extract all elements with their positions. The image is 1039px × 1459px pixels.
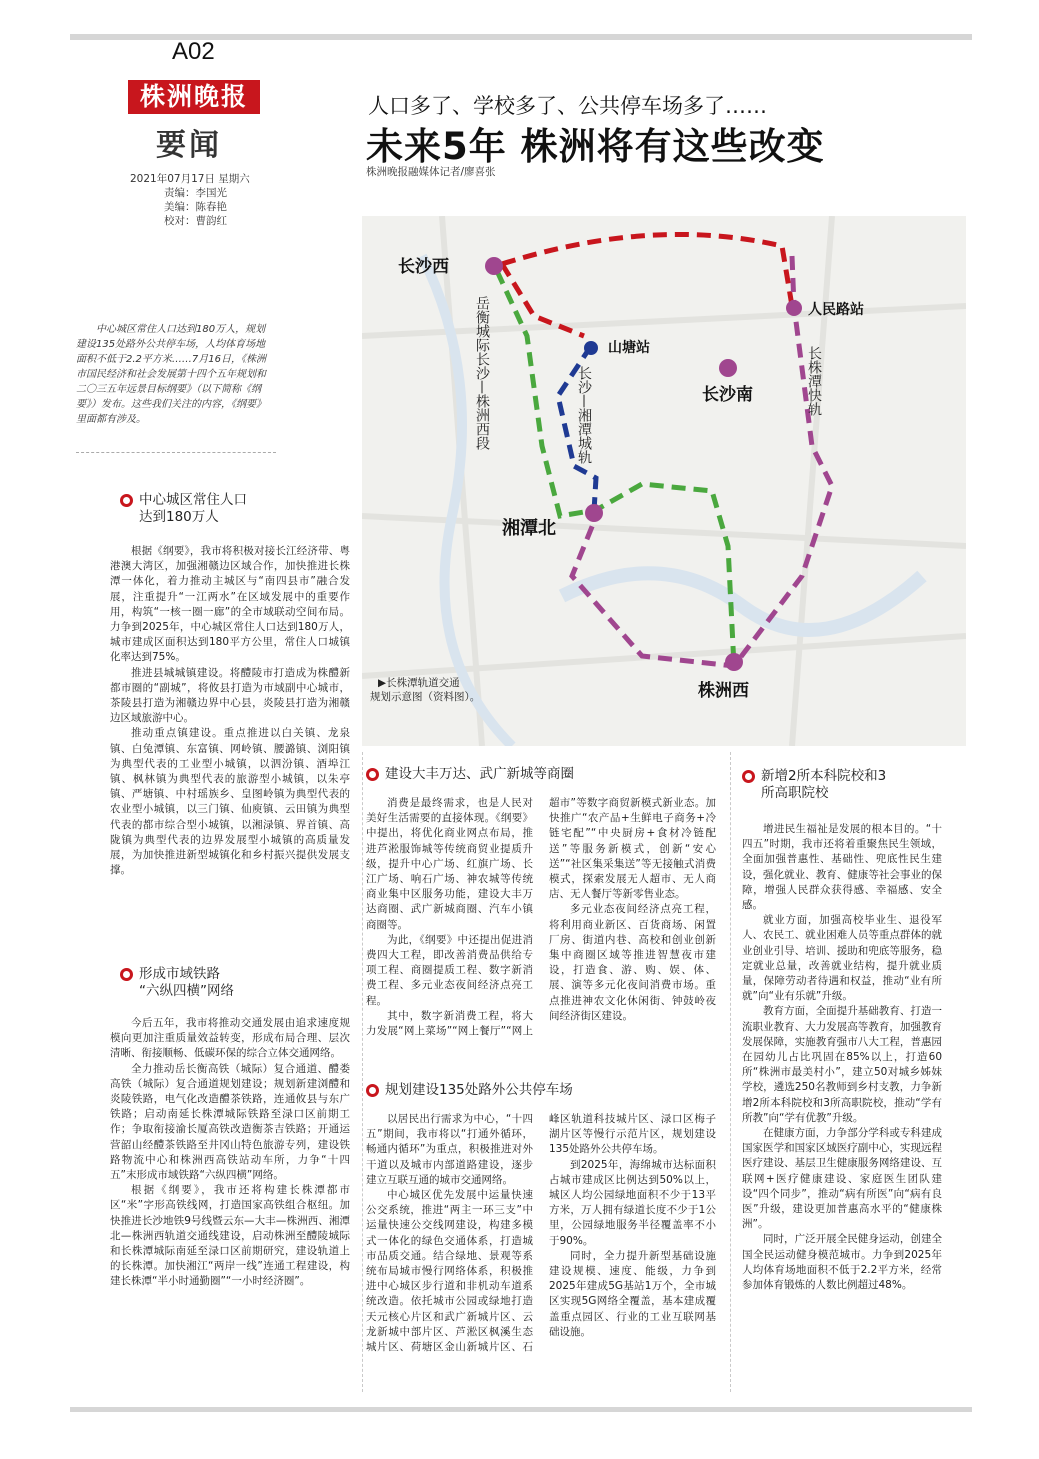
proofreader: 校对：曹韵红 [164,215,227,227]
page-number: A02 [172,38,215,65]
section-body-education: 增进民生福祉是发展的根本目的。“十四五”时期，我市还将着重聚焦民生领域，全面加强普惠性、基础性、兜底性民生建设，强化就业、教育、健康等社会事业的保障，增强人民群众获得感、幸福感、安全感。 就业方面，加强高校毕业生、退役军人、农民工、就业困难人员等重点群体的就业创业引导、培训、援助和兜底等服务，稳定就业总量，改善就业结构，提升就业质量，保障劳动者待遇和权益，推动“业有所就”向“业有乐就”升级。 教育方面，全面提升基础教育、打造一流职业教育、大力发展高等教育，加强教育发展保障，实施教育强市八大工程，普惠园在园幼儿占比巩固在85%以上，打造60所“株洲市最美村小”，建立50对城乡姊妹学校，遴选250名教师到乡村支教，力争新增2所本科院校和3所高职院校，推动“学有所教”向“学有优教”升级。 在健康方面，力争部分学科或专科建成国家医学和国家区域医疗副中心，实现远程医疗建设、基层卫生健康服务网络建设、互联网+医疗健康建设、家庭医生团队建设“四个同步”，推动“病有所医”向“病有良医”升级，建设更加普惠高水平的“健康株洲”。 同时，广泛开展全民健身运动，创建全国全民运动健身模范城市。力争到2025年人均体育场地面积不低于2.2平方米，经常参加体育锻炼的人数比例超过48%。 [742,823,942,1292]
line-label-green: 岳衡城际长沙—株洲西段 [474,296,490,450]
map-label-zhuzhouxi: 株洲西 [698,681,749,701]
station-icon-changshanan [719,359,737,377]
section-heading-commerce: 建设大丰万达、武广新城等商圈 [366,766,716,783]
section-body-commerce: 消费是最终需求，也是人民对美好生活需要的直接体现。《纲要》中提出，将优化商业网点布局，推进芦淞服饰城等传统商贸业提质升级，提升中心广场、红旗广场、长江广场、响石广场、神农城等传统商业集中区服务功能，建设大丰万达商圈、武广新城商圈、汽车小镇商圈等。 为此，《纲要》中还提出促进消费四大工程，即改善消费品供给专项工程、商圈提质工程、数字新消费工程、多元业态夜间经济点亮工程。 其中，数字新消费工程，将大力发展“网上菜场”“网上餐厅”“网上超市”等数字商贸新模式新业态。加快推广“农产品+生鲜电子商务+冷链宅配”“中央厨房+食材冷链配送”等服务新模式，创新“安心送”“社区集采集送”等无接触式消费模式，探索发展无人超市、无人商店、无人餐厅等新零售业态。 多元业态夜间经济点亮工程，将利用商业新区、百货商场、闲置厂房、街道内巷、高校和创业创新集中商圈区域等推进智慧夜市建设，打造食、游、购、娱、体、展、演等多元化夜间消费市场。重点推进神农文化休闲街、钟鼓岭夜间经济街区建设。 [366,797,716,1038]
map-label-renminlu: 人民路站 [808,302,864,318]
rail-map [362,216,966,746]
section-body-parking: 以居民出行需求为中心，“十四五”期间，我市将以“打通外循环，畅通内循环”为重点，积极推进对外干道以及城市内部道路建设，逐步建立互联互通的城市交通网络。 中心城区优先发展中运量快速公交系统，推进“两主一环三支”中运量快速公交线网建设，构建多模式一体化的绿色交通体系，打造城市品质交通。结合绿地、景观等系统布局城市慢行网络体系，积极推进中心城区步行道和非机动车道系统改造。依托城市公园或绿地打造天元核心片区和武广新城片区、云龙新城中部片区、芦淞区枫溪生态城片区、荷塘区金山新城片区、石峰区轨道科技城片区、渌口区梅子湖片区等慢行示范片区，规划建设135处路外公共停车场。 到2025年，海绵城市达标面积占城市建成区比例达到50%以上，城区人均公园绿地面积不少于13平方米，万人拥有绿道长度不少于1公里，公园绿地服务半径覆盖率不小于90%。 同时，全力提升新型基础设施建设规模、速度、能级，力争到2025年建成5G基站1万个，全市城区实现5G网络全覆盖，基本建成覆盖重点园区、行业的工业互联网基础设施。 [366,1113,716,1354]
kicker: 人口多了、学校多了、公共停车场多了…… [368,94,767,118]
lead-divider [76,452,276,453]
caption-line-1: ▶长株潭轨道交通 [378,677,460,689]
map-label-shantang: 山塘站 [608,340,650,356]
section-heading-education: 新增2所本科院校和3 所高职院校 [742,768,952,802]
station-icon-zhuzhouxi [725,653,743,671]
line-label-blue: 长沙—湘潭城轨 [576,366,592,464]
bullet-icon [120,494,133,507]
section-heading-parking: 规划建设135处路外公共停车场 [366,1082,716,1099]
editor: 责编：李国光 [164,187,227,199]
newspaper-logo: 株洲晚报 [128,80,260,114]
station-icon-renminlu [786,300,802,316]
section-heading-railway: 形成市域铁路 “六纵四横”网络 [120,966,320,1000]
caption-line-2: 规划示意图（资料图）。 [370,691,481,703]
bullet-icon [366,1084,379,1097]
column-divider [362,752,363,1392]
column-divider [730,752,731,1392]
section-body-railway: 今后五年，我市将推动交通发展由追求速度规模向更加注重质量效益转变，形成布局合理、层次清晰、衔接顺畅、低碳环保的综合立体交通网络。 全力推动岳长衡高铁（城际）复合通道、醴娄高铁（城际）复合通道规划建设；规划新建浏醴和炎陵铁路，电气化改造醴茶铁路，连通攸县与东广铁路；启动南延长株潭城际铁路至渌口区前期工作；争取衔接渝长厦高铁改造衡茶吉铁路；开通运营韶山经醴茶铁路至井冈山特色旅游专列，建设铁路物流中心和株洲西高铁站动车所，力争“十四五”末形成市域铁路“六纵四横”网络。 根据《纲要》，我市还将构建长株潭都市区“米”字形高铁线网，打造国家高铁组合枢纽。加快推进长沙地铁9号线暨云东—大丰—株洲西、湘潭北—株洲西轨道交通线建设，启动株洲至醴陵城际和长株潭城际南延至渌口区前期研究，建设轨道上的长株潭。加快湘江“两岸一线”连通工程建设，构建长株潭“半小时通勤圈”“一小时经济圈”。 [110,1017,350,1288]
bullet-icon [366,768,379,781]
bullet-icon [120,968,133,981]
section-body-population: 根据《纲要》，我市将积极对接长江经济带、粤港澳大湾区，加强湘赣边区域合作，加快推进长株潭一体化，着力推动主城区与“南四县市”融合发展，注重提升“一江两水”在区域发展中的重要作用，构筑“一核一圈一廊”的全市域联动空间布局。力争到2025年，中心城区常住人口达到180万人，城市建成区面积达到180平方公里，常住人口城镇化率达到75%。 推进县城城镇建设。将醴陵市打造成为株醴新都市圈的“副城”，将攸县打造为市域副中心城市，茶陵县打造为湘赣边界中心县，炎陵县打造为湘赣边区域旅游中心。 推动重点镇建设。重点推进以白关镇、龙泉镇、白兔潭镇、东富镇、网岭镇、腰潞镇、浏阳镇为典型代表的工业型小城镇，以泗汾镇、酒埠江镇、枫林镇为典型代表的旅游型小城镇，以朱亭镇、严塘镇、中村瑶族乡、皇图岭镇为典型代表的农业型小城镇，以三门镇、仙庾镇、云田镇为典型代表的都市综合型小城镇，以湘渌镇、界首镇、高陇镇为典型代表的边界发展型小城镇的高质量发展，为加快推进新型城镇化和乡村振兴提供发展支撑。 [110,545,350,877]
byline: 株洲晚报融媒体记者/廖喜张 [366,166,496,178]
map-caption [370,676,480,704]
designer: 美编：陈春艳 [164,201,227,213]
station-icon-xiangtanbei [585,504,603,522]
map-label-changshanan: 长沙南 [702,385,753,405]
map-label-xiangtanbei: 湘潭北 [502,518,556,539]
section-name: 要闻 [156,128,222,163]
rail-map-graphic [362,216,966,746]
bottom-rule [70,1407,972,1412]
headline: 未来5年 株洲将有这些改变 [366,125,825,168]
lead-paragraph: 中心城区常住人口达到180万人，规划建设135处路外公共停车场，人均体育场地面积不低于2.2平方米……7月16日，《株洲市国民经济和社会发展第十四个五年规划和二〇三五年远景目标纲要》（以下简称《纲要》）发布。这些我们关注的内容，《纲要》里面都有涉及。 [76,324,266,425]
bullet-icon [742,770,755,783]
station-icon-shantang [584,341,598,355]
issue-date: 2021年07月17日 星期六 [130,173,250,185]
station-icon-changshaxi [485,257,503,275]
line-label-purple: 长株潭快轨 [806,346,822,416]
issue-meta [130,172,250,228]
section-heading-population: 中心城区常住人口 达到180万人 [120,492,300,526]
map-label-changshaxi: 长沙西 [398,257,449,277]
